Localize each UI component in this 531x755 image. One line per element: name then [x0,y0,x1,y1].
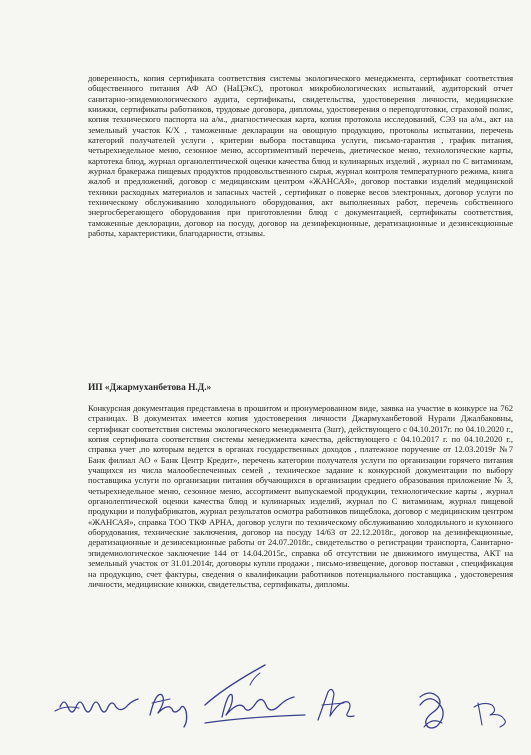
signatures-row [0,645,531,750]
signature-3 [205,665,305,723]
signature-5 [420,693,443,728]
signature-6 [474,703,505,727]
paragraph-documents-list: доверенность, копия сертификата соответствия системы экологического менеджмента, сертификат соответствия общественного питания АФ АО (НаЦЭкС), протокол микробиологических испытаний, аудиторский отчет санитарно-эпидемиологического аудита, сертификаты, свидетельства, удостоверения личности, медицинские книжки, сертификаты работников, трудовые договора, дипломы, удостоверения о переподготовки, страховой полис, копия технического паспорта на а/м., диагностическая карта, копия протокола исследований, СЭЗ на а/м., акт на земельный участок К/Х , таможенные декларации на овощную продукцию, протоколы испытании, перечень категорий получателей услуги , критерии выбора поставщика услуги, письмо-гарантия , график питания, четырехнедельное меню, сезонное меню, ассортиментный перечень, диетическое меню, технологические карты, картотека блюд, журнал органолептической оценки качества блюд и кулинарных изделий , журнал по С витаминам, журнал бракеража пищевых продуктов продовольственного сырья, журнал контроля температурного режима, книга жалоб и предложений, договор с медицинским центром «ЖАНСАЯ», договор поставки изделий медицинской техники расходных материалов и запасных частей , сертификат о поверке весов электронных, договор услуги по техническому обслуживанию холодильного оборудования, акт выполненных работ, перечень собственного энергосберегающего оборудования при приготовлении блюд с документацией, сертификаты соответствия, таможенные деклорации, договор на посуду, договор на дезинфекционные, дератизационные и дезинсекционные работы, характеристики, благодарности, отзывы. [88,73,513,239]
signature-1 [55,699,138,712]
signature-2 [150,694,187,727]
paragraph-competition-docs: Конкурсная документация представлена в прошитом и пронумерованном виде, заявка на участие в конкурсе на 762 страницах. В документах имеется копия удостоверения личности Джармуханбетовой Нурали Джалбаковны, сертификат соответствия системы экологического менеджмента (3шт), действующего с 04.10.2017г. по 04.10.2020 г., копия сертификата соответствия системы менеджмента качества, действующего с 04.10.2017 г. по 04.10.2020 г., справка учет ,по которым ведется в органах государственных доходов , платежное поручение от 12.03.2019г №7 Банк филиал АО « Банк Центр Кредит», перечень категории получателя услуги по организации горячего питания учащихся из числа малообеспеченных семей , техническое задание к конкурсной документации по выбору поставщика услуги по организации питания обучающихся в организации среднего образования приложение № 3, четырехнедельное меню, сезонное меню, ассортимент выпускаемой продукции, технологические карты , журнал органолептической оценки качества блюд и кулинарных изделий, журнал по С витаминам, журнал пищевой продукции и полуфабрикатов, журнал результатов осмотра работников пищеблока, договор с медицинским центром «ЖАНСАЯ», справка ТОО ТКФ АРНА, договор услуги по техническому обслуживанию холодильного и кухонного оборудования, технические заключения, договор на посуду 14/63 от 22.12.2018г., договор на дезинфекционные, дератизационные и дезинсекционные работы от 24.07.2018г., свидетельство о регистрации транспорта, Санитарно-эпидемиологическое заключение 144 от 14.04.2015г., справка об отсутствии не движимого имущества, АКТ на земельный участок от 31.01.2014г, договоры купли продажи , письмо-извещение, договор поставки , спецификация на продукцию, счет фактуры, сведения о квалификации работников потенциального поставщика , удостоверения личности, медицинские книжки, свидетельства, сертификаты, дипломы. [88,403,513,589]
signatures-image [0,645,531,750]
signature-4 [318,689,354,720]
section-heading: ИП «Джармуханбетова Н.Д.» [88,383,212,393]
